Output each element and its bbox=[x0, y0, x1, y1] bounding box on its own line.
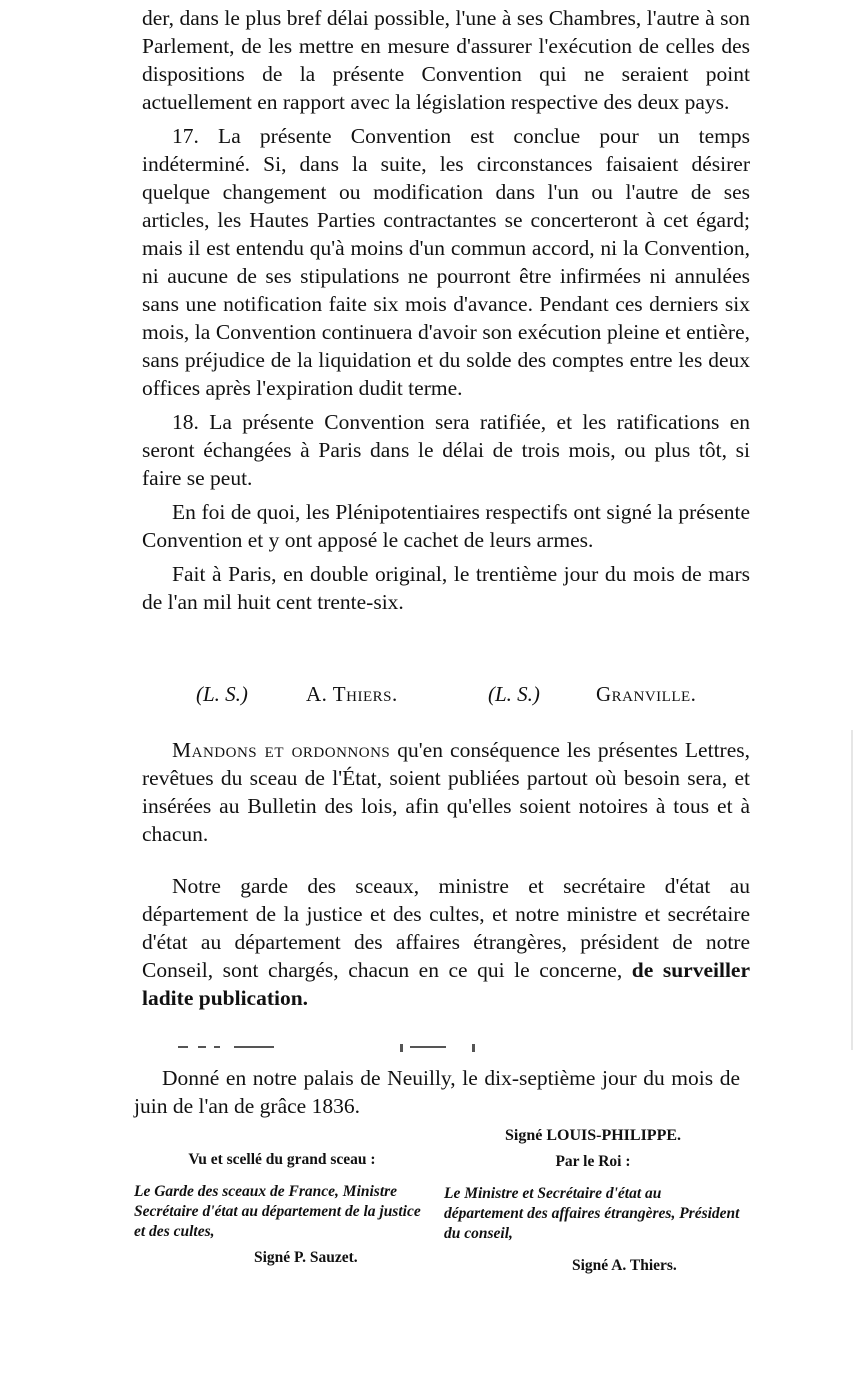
left-heading: Vu et scellé du grand sceau : bbox=[188, 1151, 376, 1168]
garde-text: Notre garde des sceaux, ministre et secrétaire d'état au département de la justice et des cultes, et notre ministre et secrétaire d'état au département des affaires étrangères, président de notre Conseil, sont chargés, chacun en ce qui le concerne, bbox=[142, 874, 750, 982]
signature-thiers-foreign: Signé A. Thiers. bbox=[572, 1257, 677, 1274]
article-17: 17. La présente Convention est conclue pour un temps indéterminé. Si, dans la suite, les circonstances faisaient désirer quelque changement ou modification dans l'un ou l'autre de ses articles, les Hautes Parties contractantes se concerteront à cet égard; mais il est entendu qu'à moins d'un commun accord, ni la Convention, ni aucune de ses stipulations ne pourront être infirmées ni annulées sans une notification faite six mois d'avance. Pendant ces derniers six mois, la Convention continuera d'avoir son exécution pleine et entière, sans préjudice de la liquidation et du solde des comptes entre les deux offices après l'expiration dudit terme. bbox=[142, 124, 750, 400]
signature-thiers: A. Thiers. bbox=[306, 682, 398, 706]
fragment-marks bbox=[172, 1040, 492, 1054]
left-title: Le Garde des sceaux de France, Ministre Secrétaire d'état au département de la justice et des cultes, bbox=[134, 1183, 421, 1240]
garde-paragraph bbox=[142, 872, 750, 1012]
right-heading: Par le Roi : bbox=[555, 1153, 631, 1170]
given-at-neuilly bbox=[134, 1064, 740, 1120]
seal-left: (L. S.) bbox=[196, 682, 248, 706]
left-column bbox=[134, 1150, 430, 1268]
paragraph-continuation: der, dans le plus bref délai possible, l'une à ses Chambres, l'autre à son Parlement, de les mettre en mesure d'assurer l'exécution de celles des dispositions de la présente Convention qui ne seraient point actuellement en rapport avec la législation respective des deux pays. bbox=[142, 6, 750, 114]
right-column bbox=[444, 1152, 742, 1276]
signature-sauzet: Signé P. Sauzet. bbox=[254, 1249, 358, 1266]
right-title: Le Ministre et Secrétaire d'état au département des affaires étrangères, Président du conseil, bbox=[444, 1185, 740, 1242]
article-18: 18. La présente Convention sera ratifiée, et les ratifications en seront échangées à Paris dans le délai de trois mois, ou plus tôt, si faire se peut. bbox=[142, 410, 750, 490]
convention-body bbox=[142, 4, 750, 616]
garde-text-end: de surveiller ladite publication. bbox=[142, 958, 750, 1010]
king-signature bbox=[444, 1126, 742, 1146]
paragraph-en-foi: En foi de quoi, les Plénipotentiaires respectifs ont signé la présente Convention et y ont apposé le cachet de leurs armes. bbox=[142, 500, 750, 552]
given-text: Donné en notre palais de Neuilly, le dix-septième jour du mois de juin de l'an de grâce 1836. bbox=[134, 1066, 740, 1118]
paragraph-fait-a-paris: Fait à Paris, en double original, le trentième jour du mois de mars de l'an mil huit cent trente-six. bbox=[142, 562, 750, 614]
mandons-text: qu'en conséquence les présentes Lettres, revêtues du sceau de l'État, soient publiées partout où besoin sera, et insérées au Bulletin des lois, afin qu'elles soient notoires à tous et à chacun. bbox=[142, 738, 750, 846]
seal-right: (L. S.) bbox=[488, 682, 540, 706]
signature-granville: Granville. bbox=[596, 682, 697, 706]
mandons-paragraph bbox=[142, 736, 750, 848]
signed-louis-philippe: Signé LOUIS-PHILIPPE. bbox=[504, 1127, 682, 1144]
mandons-caps: Mandons et ordonnons bbox=[172, 738, 391, 762]
cropped-line-fragment bbox=[172, 1040, 492, 1054]
page-edge-rule bbox=[851, 730, 853, 1050]
